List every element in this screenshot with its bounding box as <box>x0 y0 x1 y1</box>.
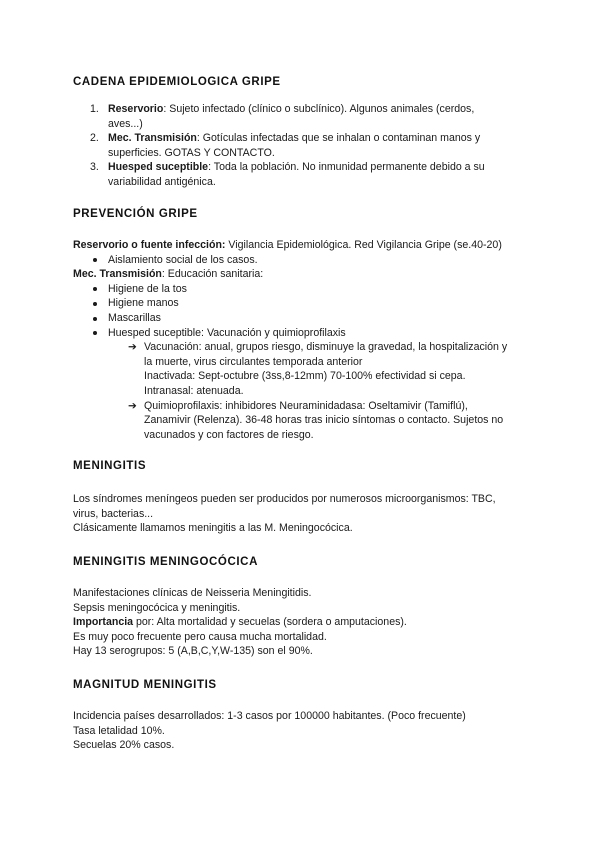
sub-item-line: Zanamivir (Relenza). 36-48 horas tras inicio síntomas o contacto. Sujetos no <box>144 414 504 427</box>
list-item-continuation: superficies. GOTAS Y CONTACTO. <box>108 146 275 159</box>
sub-item-line: Quimioprofilaxis: inhibidores Neuraminidadasa: Oseltamivir (Tamiflú), <box>144 399 468 412</box>
term-label: Mec. Transmisión <box>108 132 197 145</box>
list-item-continuation: aves...) <box>108 117 143 130</box>
bullet-item: Aislamiento social de los casos. <box>108 253 258 266</box>
arrow-icon: ➔ <box>128 399 137 412</box>
paragraph-reservorio: Reservorio o fuente infección: Vigilancia Epidemiológica. Red Vigilancia Gripe (se.40-20) <box>73 239 502 251</box>
term-label: Huesped suceptible <box>108 161 209 174</box>
list-number: 1. <box>90 103 99 115</box>
paragraph-line: Incidencia países desarrollados: 1-3 casos por 100000 habitantes. (Poco frecuente) <box>73 710 466 722</box>
sub-item-line: Vacunación: anual, grupos riesgo, disminuye la gravedad, la hospitalización y <box>144 341 508 354</box>
list-number: 2. <box>90 132 99 145</box>
paragraph-line: Secuelas 20% casos. <box>73 739 175 752</box>
heading-meningococica: MENINGITIS MENINGOCÓCICA <box>73 556 258 568</box>
bullet-item: Higiene de la tos <box>108 282 187 295</box>
sub-item-line: vacunados y con factores de riesgo. <box>144 428 314 441</box>
bullet-dot <box>93 331 97 335</box>
paragraph-line: Clásicamente llamamos meningitis a las M. Meningocócica. <box>73 522 353 535</box>
heading-prevencion: PREVENCIÓN GRIPE <box>73 208 198 220</box>
sub-item-line: la muerte, virus circulantes temporada anterior <box>144 355 363 368</box>
heading-cadena: CADENA EPIDEMIOLOGICA GRIPE <box>73 76 281 88</box>
paragraph-line: Los síndromes meníngeos pueden ser producidos por numerosos microorganismos: TBC, <box>73 493 496 505</box>
paragraph-line: Hay 13 serogrupos: 5 (A,B,C,Y,W-135) son el 90%. <box>73 645 313 658</box>
heading-magnitud: MAGNITUD MENINGITIS <box>73 679 217 691</box>
arrow-icon: ➔ <box>128 341 137 354</box>
list-item: Mec. Transmisión: Gotículas infectadas que se inhalan o contaminan manos y <box>108 132 481 145</box>
heading-meningitis: MENINGITIS <box>73 460 147 472</box>
paragraph-line: Importancia por: Alta mortalidad y secuelas (sordera o amputaciones). <box>73 616 407 629</box>
sub-item-line: Inactivada: Sept-octubre (3ss,8-12mm) 70-100% efectividad si cepa. <box>144 370 466 383</box>
term-label: Reservorio <box>108 103 164 115</box>
bullet-dot <box>93 258 97 262</box>
paragraph-line: Manifestaciones clínicas de Neisseria Meningitidis. <box>73 587 312 599</box>
list-item: Huesped suceptible: Toda la población. No inmunidad permanente debido a su <box>108 161 485 174</box>
paragraph-line: Tasa letalidad 10%. <box>73 724 165 737</box>
bullet-item: Huesped suceptible: Vacunación y quimioprofilaxis <box>108 326 346 339</box>
paragraph-mec-transmision: Mec. Transmisión: Educación sanitaria: <box>73 268 264 281</box>
list-item-continuation: variabilidad antigénica. <box>108 176 216 188</box>
bullet-item: Mascarillas <box>108 312 161 324</box>
bullet-dot <box>93 317 97 321</box>
bullet-dot <box>93 302 97 306</box>
list-number: 3. <box>90 161 99 174</box>
sub-item-line: Intranasal: atenuada. <box>144 385 244 397</box>
paragraph-line: virus, bacterias... <box>73 507 154 520</box>
paragraph-line: Es muy poco frecuente pero causa mucha mortalidad. <box>73 630 327 643</box>
list-item: Reservorio: Sujeto infectado (clínico o subclínico). Algunos animales (cerdos, <box>108 103 475 115</box>
paragraph-line: Sepsis meningocócica y meningitis. <box>73 601 241 614</box>
bullet-dot <box>93 287 97 291</box>
bullet-item: Higiene manos <box>108 297 179 310</box>
